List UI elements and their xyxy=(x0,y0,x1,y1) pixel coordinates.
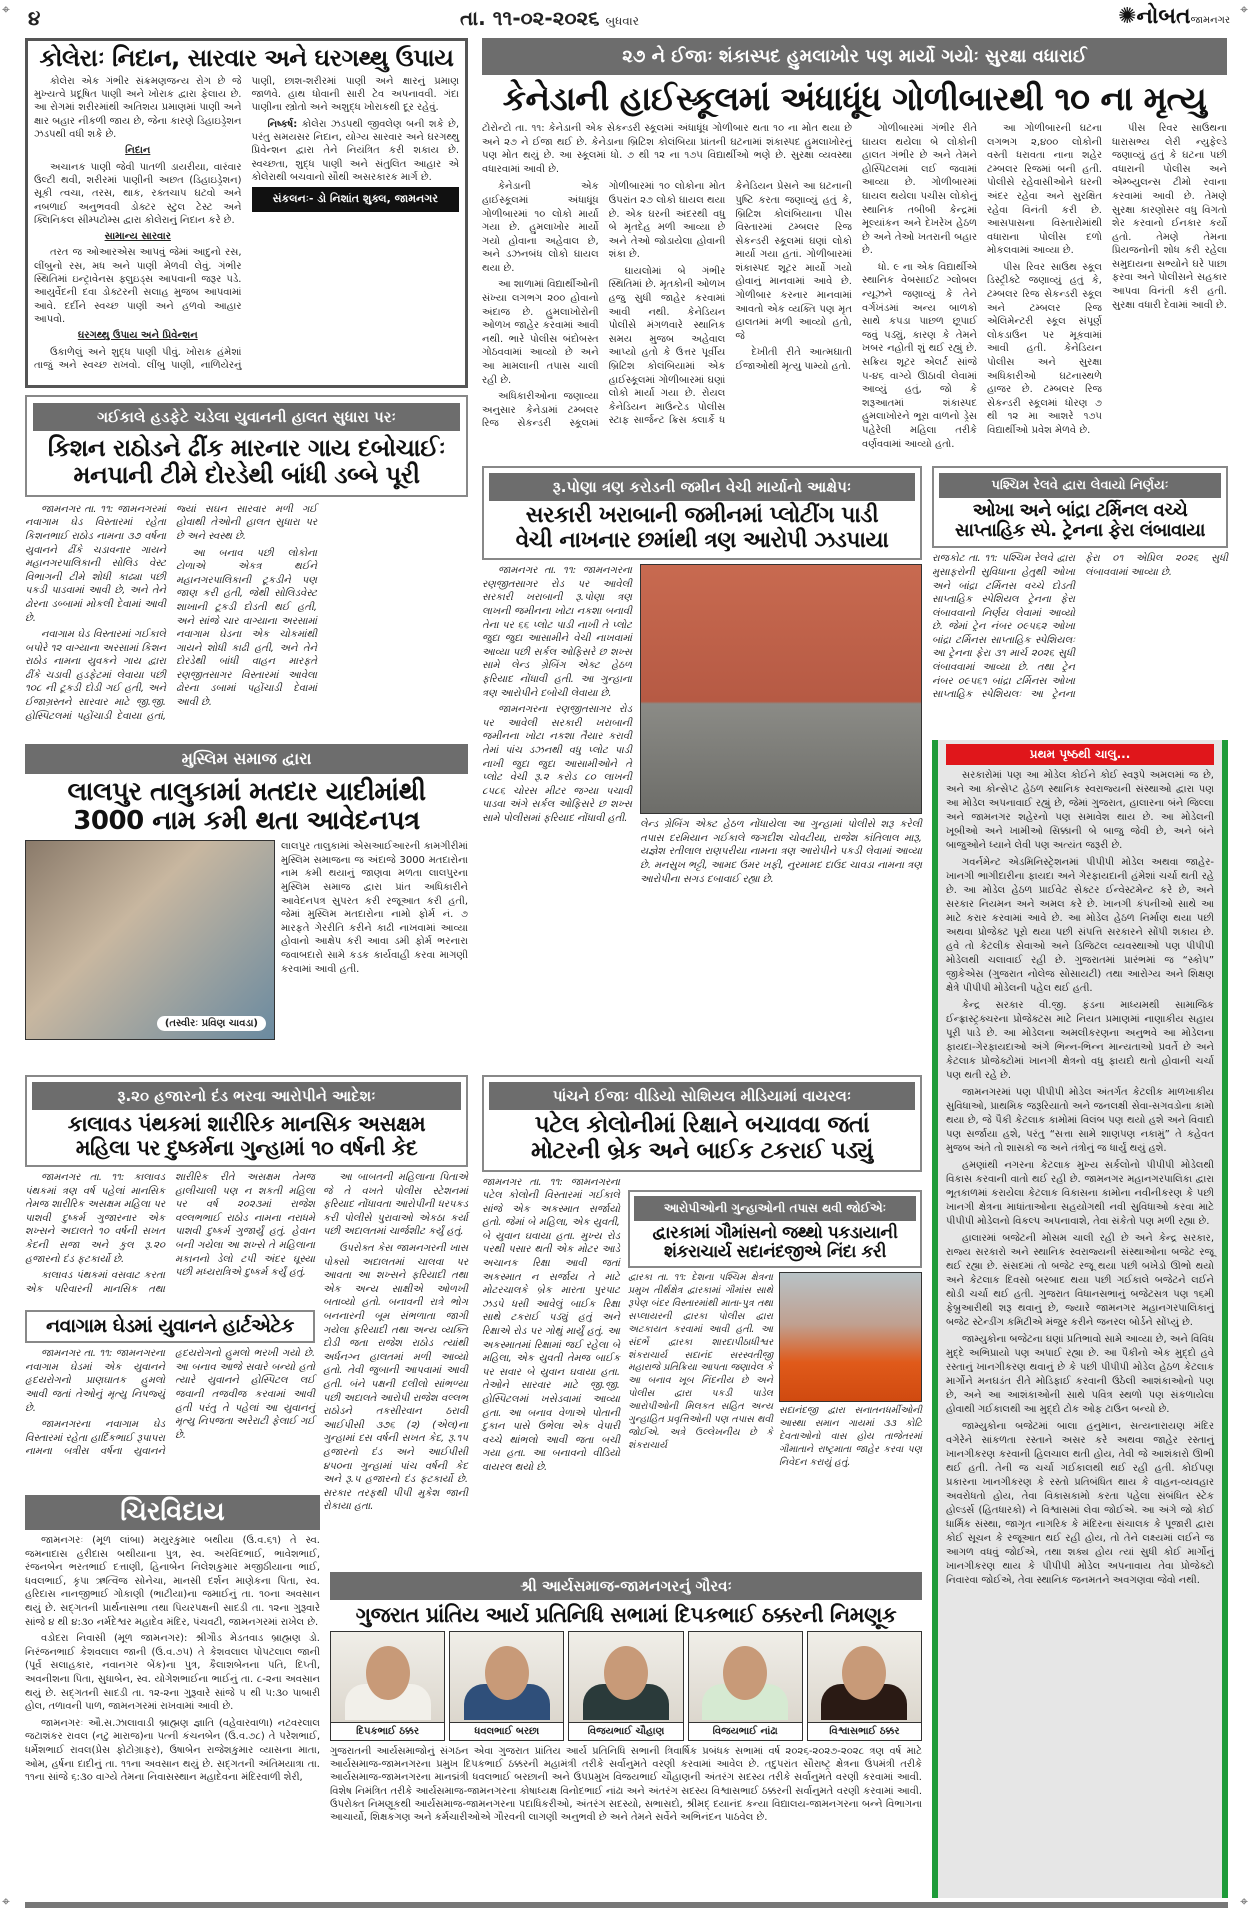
accused-photo xyxy=(640,564,922,814)
article-kicker: આરોપીઓની ગુન્હાઓની તપાસ થવી જોઈએઃ xyxy=(634,1196,916,1221)
portrait-face xyxy=(604,1646,648,1700)
article-headline: કિશન રાઠોડને ઢીંક મારનાર ગાય દબોચાઈઃ xyxy=(47,434,446,462)
article-kicker: શ્રી આર્યસમાજ-જામનગરનું ગૌરવઃ xyxy=(330,1572,922,1600)
article-paragraph: આ ગોળીબારની ઘટના લગભગ ૨,૪૦૦ લોકોની વસ્તી ધરાવતા નાના શહેર ટમ્બલર રિજમાં બની હતી. પોલીસે રહેવાસીઓને ઘરની અંદર રહેવા અને સુરક્ષિત રહેવા વિનંતી કરી છે. આસપાસના વિસ્તારોમાંથી વધારાના પોલીસ દળો મોકલવામાં આવ્યા છે. xyxy=(987,122,1102,257)
article-paragraph: હમણાંથી નગરના કેટલાક મુખ્ય સર્કલોનો પીપીપી મોડેલથી વિકાસ કરવાની વાતો થઈ રહી છે. જામનગર મહાનગરપાલિકા દ્વારા ભૂતકાળમાં કરાયેલા કેટલાક વિકાસના કામોના નવીનીકરણ કે પછી ખાનગી ક્ષેત્રના માધાંતાઓના સહયોગથી નવી સુવિધાઓ કરવા માટે પીપીપી મોડેલનો વિકલ્પ અપનાવાશે, તેવા સંકેતો પણ મળી રહ્યા છે. xyxy=(946,1160,1214,1227)
article-paragraph: જામનગર તા. ૧૧: જામનગરના પટેલ કોલોની વિસ્તારમાં ગઈકાલે સાંજે એક અકસ્માત સર્જાયો હતો. જેમાં બે મહિલા, એક યુવતી, બે યુવાન ઘવાયા હતા. મુખ્ય રોડ પરથી પસાર થતી એક મોટર આડે અચાનક રિક્ષા આવી જતાં અકસ્માત ન સર્જાય તે માટે મોટરચાલકે બ્રેક મારતા પુરપાટ ઝડપે ધસી આવેલું બાઈક રિક્ષા સાથે ટકરાઈ પડ્યું હતું અને રિક્ષાએ રોડ પર ગોથું માર્યું હતું. આ અકસ્માતમાં રિક્ષામાં જઈ રહેલા બે મહિલા, એક યુવતી તેમજ બાઈક પર સવાર બે યુવાન ઘવાયા હતા. તેઓને સારવાર માટે જી.જી. હોસ્પિટલમાં ખસેડવામાં આવ્યા હતા. આ બનાવ વેળાએ પોતાની દુકાન પાસે ઉભેલા એક વેપારી વચ્ચે થાંભલો આવી જતા બચી ગયા હતા. આ બનાવનો વીડિયો વાયરલ થયો છે. xyxy=(482,1176,620,1473)
article-lead: ટોરોન્ટો તા. ૧૧: કેનેડાની એક સેકન્ડરી સ્કૂલમાં અંધાધૂંધ ગોળીબાર થતા ૧૦ ના મોત થયા છે અને ૨૭ ને ઈજા થઈ છે. કેનેડાના બ્રિટિશ કોલંબિયા પ્રાંતની ઘટનામાં શંકાસ્પદ હુમલાખોરનું પણ મોત થયું છે. આ સ્કૂલમાં ધો. ૭ થી ૧૨ ના ૧૭૫ વિદ્યાર્થીઓ ભણે છે. સુરક્ષા વ્યવસ્થા વધારવામાં આવી છે. xyxy=(482,122,852,175)
portrait-row xyxy=(330,1631,922,1741)
portrait-name: વિશ્વાસભાઈ ઠક્કર xyxy=(808,1722,921,1740)
page-number: ૪ xyxy=(28,6,41,30)
portrait-face xyxy=(723,1646,767,1700)
cow-article xyxy=(25,395,468,740)
article-headline: મહિલા પર દુષ્કર્મના ગુન્હામાં ૧૦ વર્ષની કેદ xyxy=(75,1135,418,1160)
section-heading: ઘરગથ્થુ ઉપાય અને પ્રિવેન્શન xyxy=(77,330,198,342)
portrait-name: દિપકભાઈ ઠક્કર xyxy=(331,1722,444,1740)
obituary-entry: જામનગરઃ ઔ.સ.ઝાલાવાડી બ્રાહ્મણ જ્ઞાતિ (વહેવારવાળા) નટવરલાલ જટાશંકર રાવલ (નટુ મારાજ)ના પત્ની કંચનબેન (ઉ.વ.૭૮) તે પરેશભાઈ, ધર્મેશભાઈ રાવલ(પ્રેસ ફોટોગ્રાફર), ઉષાબેન રાજેશકુમાર વ્યાસના માતા, ઓમ, હર્ષના દાદીનું તા. ૧૧ના અવસાન થયું છે. સદ્ગતની અંતિમયાત્રા તા. ૧૧ના સાંજે ૬:૩૦ વાગ્યે તેમના નિવાસસ્થાન મહાદેવના મંદિરવાળી શેરી, xyxy=(25,1717,320,1784)
article-paragraph: નવાગામ ઘેડ વિસ્તારમાં ગઈકાલે બપોરે ૧૨ વાગ્યાના અરસામાં કિશન રાઠોડ નામના યુવકને ગાય દ્વારા ઢીંકે ચડાવી હડફેટમાં લેવાયા પછી ૧૦૮ ની ટૂકડી દોડી ગઈ હતી, અને ઈજાગ્રસ્તને સારવાર માટે જી.જી. હોસ્પિટલમાં પહોંચાડી દેવાયા હતાં, જ્યાં સઘન સારવાર મળી ગઈ હોવાથી તેઓની હાલત સુધારા પર છે અને સ્વસ્થ છે. xyxy=(25,503,317,722)
portrait-name: ધવલભાઈ બરછા xyxy=(450,1722,563,1740)
article-paragraph: જામનગર તા. ૧૧: જામનગરના નવાગામ ઘેડમાં એક યુવાનને હૃદયરોગનો પ્રાણઘાતક હુમલો આવી જતાં તેઓનું મૃત્યુ નિપજ્યું છે. xyxy=(25,1348,165,1414)
article-paragraph: કાલાવડ પંથકમાં વસવાટ કરતા એક પરિવારની માનસિક તથા શારીરિક રીતે અસક્ષમ તેમજ હાલીચાલી પણ ન શકતી મહિલા પર વર્ષ ૨૦૨૩માં રાજેશ વલ્લભભાઈ રાઠોડ નામના નરાધમે પાશવી દુષ્કર્મ ગુજાર્યું હતું. હેવાન બની ગયેલા આ શખ્સે તે મહિલાના મકાનનો ડેલો ટપી અંદર ઘૂસ્યા પછી મધ્યરાત્રિએ દુષ્કર્મ કર્યું હતું. xyxy=(25,1172,315,1295)
article-paragraph: દેખીતી રીતે આત્મઘાતી ઈજાઓથી મૃત્યુ પામ્યો હતો. xyxy=(735,347,852,373)
portrait-card xyxy=(807,1631,922,1741)
portrait-face xyxy=(366,1646,410,1700)
article-paragraph: નિષ્કર્ષ: કોલેરા ઝડપથી જીવલેણ બની શકે છે, પરંતુ સમયસર નિદાન, યોગ્ય સારવાર અને ઘરગથ્થુ પ્રિવેન્શન દ્વારા તેને નિયંત્રિત કરી શકાય છે. સ્વચ્છતા, શુદ્ધ પાણી અને સંતુલિત આહાર એ કોલેરાથી બચવાનો સૌથી અસરકારક માર્ગ છે. xyxy=(251,118,459,183)
logo-star-icon: ✺ xyxy=(1118,4,1137,29)
portrait-name: વિજયભાઈ નાંઢા xyxy=(689,1722,802,1740)
article-paragraph: હાલારમાં બજેટની મોસમ ચાલી રહી છે અને કેન્દ્ર સરકાર, રાજ્ય સરકારો અને સ્થાનિક સ્વરાજ્યની સંસ્થાઓના બજેટ રજૂ થઈ રહ્યા છે. સંસદમાં તો બજેટ રજૂ થયા પછી બખેડો ઊભો થયો અને કેટલાક દિવસો બરબાદ થયા પછી ગઈકાલે બજેટને લઈને થોડી ચર્ચા થઈ હતી. ગુજરાત વિધાનસભાનું બજેટસત્ર પણ ૧૬મી ફેબ્રુઆરીથી શરૂ થવાનું છે, જ્યારે જામનગર મહાનગરપાલિકાનું બજેટ સ્ટેન્ડીંગ કમિટીએ મંજુર કરીને જનરલ બોર્ડને સોંપ્યું છે. xyxy=(946,1233,1214,1328)
article-headline: મોટરની બ્રેક અને બાઈક ટકરાઈ પડ્યું xyxy=(530,1137,874,1164)
obituary-section xyxy=(25,1495,320,1898)
article-paragraph: પીસ રિવર સાઉથના ધારાસભ્ય લેરી ન્યુફેલ્ડે જણાવ્યું હતું કે ઘટના પછી વધારાની પોલીસ અને એમ્બ્યુલન્સ ટીમો રવાના કરવામાં આવી છે. તેમણે સુરક્ષા કારણોસર વધુ વિગતો શેર કરવાનો ઈનકાર કર્યો હતો. તેમણે તેમના પ્રિયજનોની શોધ કરી રહેલા સમુદાયના સભ્યોને ઘરે પાછા ફરવા અને પોલીસને સહકાર આપવા વિનંતી કરી હતી. સુરક્ષા વધારી દેવામાં આવી છે. xyxy=(1112,122,1227,311)
article-paragraph: દ્વારકા તા. ૧૧: દેશના પશ્ચિમ ક્ષેત્રના પ્રમુખ તીર્થક્ષેત્ર દ્વારકામાં ગૌમાંસ સાથે રૂપેણ બંદર વિસ્તારમાંથી માતા-પુત્ર તથા સપ્લાયરની દ્વારકા પોલીસ દ્વારા અટકાયત કરવામાં આવી હતી. આ સંદર્ભે દ્વારકા શારદાપીઠાધીશ્વર શંકરાચાર્ય સદાનંદ સરસ્વતીજી મહારાજે પ્રતિક્રિયા આપતા જણાવેલ કે આ બનાવ ખૂબ નિંદનીય છે અને પોલીસ દ્વારા પકડી પાડેલ આરોપીઓની મિલકત સહિત અન્ય ગુન્હાહિત પ્રવૃત્તિઓની પણ તપાસ થવી જોઈએ. અત્રે ઉલ્લેખનીય છે કે શંકરાચાર્ય xyxy=(628,1272,773,1451)
article-paragraph: રાજકોટ તા. ૧૧: પશ્ચિમ રેલવે દ્વારા મુસાફરોની સુવિધાના હેતુથી ઓખા અને બાંદ્રા ટર્મિનસ વચ્ચે દોડતી સાપ્તાહિક સ્પેશિયલ ટ્રેનના ફેરા લંબાવવાનો નિર્ણય લેવામાં આવ્યો છે. જેમાં ટ્રેન નંબર ૦૯૫૬૨ ઓખા બાંદ્રા ટર્મિનસ સાપ્તાહિક સ્પેશિયલઃ આ ટ્રેનના ફેરા ૩૧ માર્ચ ૨૦૨૬ સુધી લંબાવવામાં આવ્યા છે. તથા ટ્રેન નંબર ૦૯૫૬૧ બાંદ્રા ટર્મિનસ ઓખા સાપ્તાહિક સ્પેશિયલઃ આ ટ્રેનના ફેરા ૦૧ એપ્રિલ ૨૦૨૬ સુધી લંબાવવામાં આવ્યા છે. xyxy=(932,553,1228,701)
article-headline: કોલેરાઃ નિદાન, સારવાર અને ઘરગથ્થુ ઉપાય xyxy=(39,44,454,72)
canada-article xyxy=(482,38,1227,460)
portrait-card xyxy=(449,1631,564,1741)
section-heading: સામાન્ય સારવાર xyxy=(104,231,171,243)
portrait-face xyxy=(842,1646,886,1700)
portrait-name: વિજયભાઈ ચૌહાણ xyxy=(569,1722,682,1740)
shankaracharya-photo xyxy=(779,1272,922,1402)
lalpur-article xyxy=(25,744,468,1069)
article-headline: વેચી નાખનાર છમાંથી ત્રણ આરોપી ઝડપાયા xyxy=(515,527,889,553)
article-kicker: પશ્ચિમ રેલવે દ્વારા લેવાયો નિર્ણયઃ xyxy=(939,473,1221,498)
article-paragraph: સરકારોમાં પણ આ મોડેલ કોઈને કોઈ સ્વરૂપે અમલમાં જ છે, અને આ કોન્સેપ્ટ હેઠળ સ્થાનિક સ્વરાજ્યની સંસ્થાઓ દ્વારા પણ આ મોડેલ અપનાવાઈ રહ્યું છે, જેમાં ગુજરાત, હાલારના બંને જિલ્લા અને જામનગર શહેરનો પણ સમાવેશ થાય છે. આ મોડેલની ખૂબીઓ અને ખામીઓ સિક્કાની બે બાજુ જેવી છે, અને બંને બાજુઓને ધ્યાને લેવી પણ અત્યંત જરૂરી છે. xyxy=(946,770,1214,851)
registration-mark-icon: ⌖ xyxy=(1240,2,1248,18)
portrait-card xyxy=(568,1631,683,1741)
article-paragraph: લાલપુર તાલુકામાં એસઆઈઆરની કામગીરીમાં મુસ્લિમ સમાજના જ અંદાજે 3000 મતદારોના નામ કમી થયાનું જાણવા મળતા લાલપુરના મુસ્લિમ સમાજ દ્વારા પ્રાંત અધિકારીને આવેદનપત્ર સુપરત કરી રજૂઆત કરી હતી, જેમાં મુસ્લિમ મતદારોના નામો ફોર્મ નં. ૭ મારફતે ગેરરીતિ કરીને કાઢી નાખવામાં આવ્યા હોવાનો આક્ષેપ કરી આવા ડમી ફોર્મ ભરનારા જવાબદારો સામે કડક કાર્યવાહી કરવા માગણી કરવામાં આવી હતી. xyxy=(281,841,468,975)
article-paragraph: જામનગરના રણજીતસાગર રોડ પર આવેલી સરકારી ખરાબાની જમીનના ખોટા નકશા તૈયાર કરાવી તેમાં પાંચ ડઝનથી વધુ પ્લોટ પાડી નાખી જુદા જુદા આસામીઓને તે પ્લોટ વેચી રૂ.૨ કરોડ ૮૦ લાખની ૮૫૮૬ ચોરસ મીટર જગ્યા પચાવી પાડવા અંગે સર્કલ ઓફિસરે છ શખ્સ સામે પોલીસમાં ફરિયાદ નોંધાવી હતી. xyxy=(482,704,632,824)
article-paragraph: ઉકાળેલું અને શુદ્ધ પાણી પીવું. ખોરાક હંમેશાં તાજું અને સ્વચ્છ રાખવો. લીંબુ પાણી, નાળિયેરનું પાણી, છાશ-શરીરમાં પાણી અને ક્ષારનું પ્રમાણ જાળવે. હાથ ધોવાની સારી ટેવ અપનાવવી. ગંદા પાણીના સ્ત્રોતો અને અશુદ્ધ ખોરાકથી દૂર રહેવું. xyxy=(34,75,459,371)
article-paragraph: ઘાયલોમાં બે ગંભીર સ્થિતિમાં છે. મૃતકોની ઓળખ હજુ સુધી જાહેર કરવામાં આવી નથી. કેનેડિયન પોલીસે મંગળવારે સ્થાનિક સમય મુજબ અહેવાલ આપ્યો હતો કે ઉત્તર પૂર્વીય બ્રિટિશ કોલંબિયામાં એક હાઈસ્કૂલમાં ગોળીબારમાં ઘણાં લોકો માર્યા ગયા છે. રોયલ કેનેડિયન માઉન્ટેડ પોલીસ સ્ટાફ સાર્જન્ટ ક્રિસ ક્લાર્કે ધ કેનેડિયન પ્રેસને આ ઘટનાની પુષ્ટિ કરતા જણાવ્યું હતું કે, બ્રિટિશ કોલંબિયાના પીસ વિસ્તારમાં ટમ્બલર રિજ સેકન્ડરી સ્કૂલમાં ઘણાં લોકો માર્યા ગયા હતાં. ગોળીબારમાં શંકાસ્પદ શૂટર માર્યો ગયો હોવાનું માનવામાં આવે છે. ગોળીબાર કરનાર માનવામાં આવતો એક વ્યક્તિ પણ મૃત હાલતમાં મળી આવ્યો હતો, જે xyxy=(608,181,852,427)
article-paragraph: ધો. ૯ ના એક વિદ્યાર્થીએ સ્થાનિક વેબસાઈટ ગ્લોબલ ન્યૂઝને જણાવ્યું કે તેને વર્ગખંડમાં અન્ય બાળકો સાથે કપડા પાછળ છૂપાઈ જવું પડ્યું, કારણ કે તેમને ખબર નહોતી શું થઈ રહ્યું છે. સક્રિય શૂટર એલર્ટ સાંજે ૫-૪૬ વાગ્યે ઊઠાવી લેવામાં આવ્યું હતું, જો કે શરૂઆતમાં શંકાસ્પદ હુમલાખોરને ભૂરા વાળનો ડ્રેસ પહેરેલી મહિલા તરીકે વર્ણવવામાં આવ્યો હતો. xyxy=(862,261,977,450)
article-paragraph: કોલેરા એક ગંભીર સંક્રમણજન્ય રોગ છે જે મુખ્યત્વે પ્રદૂષિત પાણી અને ખોરાક દ્વારા ફેલાય છે. આ રોગમાં શરીરમાંથી અતિશય પ્રમાણમાં પાણી અને ક્ષાર બહાર નીકળી જાય છે, જેના કારણે ડિહાઇડ્રેશન ઝડપથી વધી શકે છે. xyxy=(34,75,242,141)
article-headline: નવાગામ ઘેડમાં યુવાનને હાર્ટએટેક xyxy=(25,1310,315,1343)
continued-label: પ્રથમ પૃષ્ઠથી ચાલુ... xyxy=(946,744,1214,765)
article-kicker: ૨૭ ને ઈજાઃ શંકાસ્પદ હુમલાખોર પણ માર્યો ગયોઃ સુરક્ષા વધારાઈ xyxy=(482,38,1227,75)
article-headline: કેનેડાની હાઈસ્કૂલમાં અંધાધૂંધ ગોળીબારથી ૧૦ ના મૃત્યુ xyxy=(502,79,1207,118)
section-title: ચિરવિદાય xyxy=(25,1495,320,1530)
article-kicker: ગઈકાલે હડફેટે ચડેલા યુવાનની હાલત સુધારા પરઃ xyxy=(33,403,460,431)
arya-samaj-article xyxy=(330,1572,922,1898)
lalpur-photo xyxy=(25,840,275,1040)
train-article xyxy=(932,466,1228,732)
article-kicker: પાંચને ઈજાઃ વીડિયો સોશિયલ મીડિયામાં વાયરલઃ xyxy=(489,1082,915,1110)
article-kicker: રૂ.પોણા ત્રણ કરોડની જમીન વેચી માર્યાનો આક્ષેપઃ xyxy=(489,473,915,501)
article-headline: ગુજરાત પ્રાંતિય આર્ય પ્રતિનિધિ સભામાં દિપકભાઈ ઠક્કરની નિમણૂક xyxy=(355,1603,897,1627)
article-paragraph: જામનગરમાં પણ પીપીપી મોડેલ અંતર્ગત કેટલીક માળખાકીય સુવિધાઓ, પ્રાથમિક જરૂરિયાતો અને જનલક્ષી સેવા-સગવડોના કામો થયા છે, જે પૈકી કેટલાક કામોમાં વિલંબ પણ થયો હશે અને વિવાદો પણ સર્જાયા હશે, પરંતુ “સત્તા સામે શાણપણ નકામું” તે કહેવત મુજબ અંતે તો શાસકો જ અને તંત્રોનું જ ધાર્યું થયું હશે. xyxy=(946,1087,1214,1154)
article-paragraph: જામ્યુકોના બજેટમાં બાલા હનુમાન, સત્યનારાયણ મંદિર વગેરેને સાંકળતા રસ્તાને અસર કરે અથવા જાહેર રસ્તાનું ખાનગીકરણ કરવાની હિલચાલ થતી હોય, તેવી જે આશંકારો ઊભી થઈ હતી. તેની જ ચર્ચા ગઈકાલથી થઈ રહી હતી. કોઈપણ પ્રકારના ખાનગીકરણ કે રસ્તો પ્રતિબંધિત થાય કે વાહન-વ્યવહાર અવરોધતો હોય, તેવા વિકાસકામો કરતા પહેલા સંબંધિત સ્ટેક હોલ્ડર્સ (હિતધારકો) ને વિશ્વાસમાં લેવા જોઈએ. આ અંગે જો કોઈ ધાર્મિક સંસ્થા, જાગૃત નાગરિક કે મંદિરના સંચાલક કે પૂજારી દ્વારા કોઈ સૂચન કે રજૂઆત થઈ રહી હોય, તો તેને લક્ષ્યમાં લઈને જ આગળ વધવું જોઈએ, તથા શક્ય હોય ત્યાં સુધી કોઈ માર્ગોનું ખાનગીકરણ થાય કે પીપીપી મોડેલ અપનાવાય તેવા પ્રોજેક્ટો નિવારવા જોઈએ, તેવા સ્થાનિક જનમતને અવગણવા જેવો નથી. xyxy=(946,1421,1214,1586)
article-paragraph: સદાનંદજી દ્વારા સનાતનધર્મીઓની આસ્થા સમાન ગાયમાં ૩૩ કોટિ દેવતાઓનો વાસ હોય તાજેતરમાં ગૌમાતાને રાષ્ટ્રમાતા જાહેર કરવા પણ નિવેદન કરાયું હતું. xyxy=(779,1405,922,1468)
article-headline: કાલાવડ પંથકમાં શારીરિક માનસિક અસક્ષમ xyxy=(67,1112,426,1136)
dateline xyxy=(460,6,639,30)
article-headline: શંકરાચાર્ય સદાનંદજીએ નિંદા કરી xyxy=(663,1242,887,1263)
page-bottom-rule xyxy=(25,1902,1228,1908)
heart-article xyxy=(25,1310,315,1465)
article-headline: સરકારી ખરાબાની જમીનમાં પ્લોટીંગ પાડી xyxy=(525,503,879,528)
cholera-article xyxy=(25,38,468,388)
portrait-face xyxy=(485,1646,529,1700)
article-paragraph: અધિકારીઓના જણાવ્યા અનુસાર કેનેડામાં ટમ્બલર રિજ સેકન્ડરી સ્કૂલમાં ગોળીબારમાં ૧૦ લોકોના મોત ઉપરાંત ૨૭ લોકો ઘાયલ થયા છે. એક ઘરની અંદરથી વધુ બે મૃતદેહ મળી આવ્યા છે અને તેઓ જોડાયેલા હોવાની શંકા છે. xyxy=(482,181,726,430)
land-article xyxy=(482,466,922,1067)
article-paragraph: ગુજરાતની આર્યસમાજોનું સંગઠન એવા ગુજરાત પ્રાંતિય આર્ય પ્રતિનિધિ સભાની ત્રિવાર્ષિક પ્રબંધક સભામાં વર્ષ ૨૦૨૬-૨૦૨૭-૨૦૨૮ ત્રણ વર્ષ માટે આર્યસમાજ-જામનગરના પ્રમુખ દિપકભાઈ ઠક્કરની મહામંત્રી તરીકે સર્વાનુમતે વરણી કરવામાં આવેલ છે. તદુપરાંત સૌરાષ્ટ્ર ક્ષેત્રના ઉપમંત્રી તરીકે આર્યસમાજ-જામનગરના માનદ્મંત્રી ધવલભાઈ બરછાની અને ઉપપ્રમુખ વિજયભાઈ ચૌહાણની અંતરંગ સદસ્ય તરીકે સર્વાનુમતે વરણી કરવામાં આવી. વિશેષ નિમંત્રિત તરીકે આર્યસમાજ-જામનગરના કોષાધ્યક્ષ વિનોદભાઈ નાંઢા અને અંતરંગ સદસ્ય વિશ્વાસભાઈ ઠક્કરની સર્વાનુમતે વરણી કરવામાં આવી. ઉપરોક્ત નિમણૂકથી આર્યસમાજ-જામનગરના પદાધિકરીઓ, અંતરંગ સદસ્યો, સભાસદો, શ્રીમદ્ દયાનંદ કન્યા વિદ્યાલય-જામનગરના બન્ને વિભાગના આચાર્યો, શિક્ષકગણ અને કર્મચારીઓએ ગૌરવની લાગણી અનુભવી છે અને તેમને સર્વેને અભિનંદન પાઠવેલ છે. xyxy=(330,1745,922,1824)
section-heading: નિદાન xyxy=(125,145,151,157)
article-paragraph: જામનગર તા. ૧૧: જામનગરમાં નવાગામ ઘેડ વિસ્તારમાં રહેતા કિશનભાઈ રાઠોડ નામના ૩૭ વર્ષના યુવાનને ઢીંકે ચડાવનાર ગાયને મહાનગરપાલિકાની સોલિડ વેસ્ટ વિભાગની ટીમે શોધી કાઢ્યા પછી પકડી પાડવામાં આવી છે, અને તેને ઢોરના ડબ્બામાં મોકલી દેવામાં આવી છે. xyxy=(25,503,166,624)
article-paragraph: પીસ રિવર સાઉથ સ્કૂલ ડિસ્ટ્રીક્ટે જણાવ્યું હતું કે, ટમ્બલર રિજ સેકન્ડરી સ્કૂલ અને ટમ્બલર રિજ એલિમેન્ટરી સ્કૂલ સંપૂર્ણ લોકડાઉન પર મૂકવામાં આવી હતી. કેનેડિયન પોલીસ અને સુરક્ષા અધિકારીઓ ઘટનાસ્થળે હાજર છે. ટમ્બલર રિજ સેકન્ડરી સ્કૂલમાં ધોરણ ૭ થી ૧૨ મા આશરે ૧૭૫ વિદ્યાર્થીઓ પ્રવેશ મેળવે છે. xyxy=(987,261,1102,437)
registration-mark-icon: ⌖ xyxy=(2,1894,10,1910)
portrait-card xyxy=(330,1631,445,1741)
registration-mark-icon: ⌖ xyxy=(1240,1894,1248,1910)
article-paragraph: આ બાબતની મહિલાના પિતાએ જે તે વખતે પોલીસ સ્ટેશનમાં ફરિયાદ નોંધાવતા આરોપીની ધરપકડ કરી પોલીસે પુરાવાઓ એકઠા કર્યા પછી અદાલતમાં ચાર્જશીટ કર્યું હતું. xyxy=(323,1172,468,1238)
article-headline: 3000 નામ કમી થતા આવેદનપત્ર xyxy=(73,806,420,837)
article-paragraph: જામનગર તા. ૧૧: કાલાવડ પંથકમાં ત્રણ વર્ષ પહેલાં માનસિક તેમજ શારીરિક અસક્ષમ મહિલા પર પાશવી દુષ્કર્મ ગુજારનાર એક શખ્સને અદાલતે ૧૦ વર્ષની સખત કેદની સજા અને કુલ રૂ.૨૦ હજારનો દંડ ફટકાર્યો છે. xyxy=(25,1172,165,1265)
obituary-entry: વડોદરા નિવાસી (મૂળ જામનગર): શ્રીગૌડ મેડતવાડ બ્રાહ્મણ ડો. નિરંજનભાઈ કેશવલાલ જાની (ઉ.વ.૭૫) તે કેશવલાલ પોપટલાલ જાની (પૂર્વ સલાહકાર, નવાનગર બેંક)ના પુત્ર, કૈલાશબેનના પતિ, દિપ્તી, અવનીશના પિતા, સુધાબેન, સ્વ. યોગેશભાઈના ભાઈનું તા. ૮-૨ના અવસાન થયું છે. સદ્ગતની સાદડી તા. ૧૨-૨ના ગુરૂવારે સાંજે ૫ થી ૫:૩૦ પાબારી હોલ, તળાવની પાળ, જામનગરમાં રાખવામાં આવી છે. xyxy=(25,1633,320,1713)
article-paragraph: જામનગર તા. ૧૧: જામનગરના રણજીતસાગર રોડ પર આવેલી સરકારી ખરાબાની રૂ.પોણા ત્રણ લાખની જમીનના ખોટા નકશા બનાવી તેના પર ૬૬ પ્લોટ પાડી નાખી તે પ્લોટ જુદા જુદા આસામીને વેચી નાખવામાં આવ્યા પછી સર્કલ ઓફિસરે છ શખ્સ સામે લેન્ડ ગ્રેબિંગ એક્ટ હેઠળ ફરિયાદ નોંધાવી હતી. આ ગુન્હાના ત્રણ આરોપીને દબોચી લેવાયા છે. xyxy=(482,565,632,699)
photo-credit: (તસ્વીરઃ પ્રવિણ ચાવડા) xyxy=(157,1016,266,1031)
article-kicker: રૂ.૨૦ હજારનો દંડ ભરવા આરોપીને આદેશઃ xyxy=(32,1082,461,1110)
article-kicker: મુસ્લિમ સમાજ દ્વારા xyxy=(25,744,468,774)
article-paragraph: આ બનાવ પછી લોકોના ટોળાએ એકત્ર થઈને મહાનગરપાલિકાની ટૂકડીને પણ જાણ કરી હતી, જેથી સોલિડવેસ્ટ શાખાની ટૂકડી દોડતી થઈ હતી, અને સાંજે ચાર વાગ્યાના અરસામાં નવાગામ ઘેડના એક ચોકમાંથી ગાયને શોધી કાઢી હતી, અને તેને દોરડેથી બાંધી વાહન મારફતે રણજીતસાગર વિસ્તારમાં આવેલા ઢોરના ડબામાં પહોંચાડી દેવામાં આવી છે. xyxy=(176,547,317,709)
newspaper-logo: ✺નોબતજામનગર xyxy=(1118,4,1230,29)
issue-date: તા. ૧૧-૦૨-૨૦૨૬ xyxy=(460,6,600,30)
byline: સંકલનઃ- ડો નિશાંત શુક્લ, જામનગર xyxy=(252,187,460,212)
article-paragraph: ગવર્નમેન્ટ એડમિનિસ્ટ્રેશનમાં પીપીપી મોડેલ અથવા જાહેર-ખાનગી ભાગીદારીના ફાયદા અને ગેરફાયદાની હંમેશાં ચર્ચા થતી રહે છે. આ મોડેલ હેઠળ પ્રાઈવેટ સેક્ટર ઈન્વેસ્ટમેન્ટ કરે છે, અને સરકાર નિયમન અને અમલ કરે છે. ખાનગી કંપનીઓ સાથે આ માટે કરાર કરવામાં આવે છે. આ મોડેલ હેઠળ નિર્માણ થયા પછી અથવા પ્રોજેક્ટ પૂરો થયા પછી સંપત્તિ સરકારને સોંપી શકાય છે. હવે તો કેટલીક સેવાઓ અને ડિજિટલ વ્યવસ્થાઓ પણ પીપીપી મોડેલથી ચલાવાઈ રહી છે. ગુજરાતમાં પ્રારંભમાં જ “સ્કોપ” જીકેએસ (ગુજરાત નોલેજ સોસાયટી) તથા આરોગ્ય અને શિક્ષણ ક્ષેત્રે પીપીપી મોડેલની પહેલ થઈ હતી. xyxy=(946,857,1214,994)
portrait-card xyxy=(688,1631,803,1741)
article-paragraph: જામ્યુકોના બજેટના ઘણાં પ્રતિભાવો સામે આવ્યા છે, અને વિવિધ મુદ્દે અભિપ્રાયો પણ અપાઈ રહ્યા છે. આ પૈકીનો એક મુદ્દો હવે રસ્તાનું ખાનગીકરણ થવાનું છે કે પછી પીપીપી મોડેલ હેઠળ કેટલાક માર્ગોને મનઘડંત રીતે મોડિફાઈ કરવાની ઉઠેલી આશંકાઓનો પણ છે, અને આ આશંકાઓની સાથે પવિત્ર સ્થળો પણ સંકળાયેલા હોવાથી ગઈકાલથી આ મુદ્દો ટોક ઓફ ટાઉન બન્યો છે. xyxy=(946,1334,1214,1415)
article-paragraph: કેનેડાની એક હાઈસ્કૂલમાં અંધાધૂંધ ગોળીબારમાં ૧૦ લોકો માર્યા ગયા છે. હુમલાખોર માર્યો ગયો હોવાના અહેવાલ છે, અને ડઝનબંધ લોકો ઘાયલ થયા છે. xyxy=(482,181,599,274)
registration-mark-icon: ⌖ xyxy=(2,2,10,18)
article-paragraph: ઉપરોક્ત કેસ જામનગરની ખાસ પોક્સો અદાલતમાં ચાલવા પર આવતા આ શખ્સને ફરિયાદી તથા એક અન્ય સાક્ષીએ ઓળખી બતાવ્યો હતો. બનાવની રાત્રે ભોગ બનનારની બૂમ સંભળાતા જાગી ગયેલા ફરિયાદી તથા અન્ય વ્યક્તિ દોડી જતા રાજેશ રાઠોડ ત્યાંથી અર્ધનગ્ન હાલતમાં મળી આવ્યો હતો. તેવી જુબાની આપવામાં આવી હતી. બંને પક્ષની દલીલો સાંભળ્યા પછી અદાલતે આરોપી રાજેશ વલ્લભ રાઠોડને તકસીરવાન ઠરાવી આઈપીસી ૩૭૬ (૨) (એલ)ના ગુન્હામાં દસ વર્ષની સખત કેદ, રૂ.૧૫ હજારનો દંડ અને આઈપીસી ૪૫૦ના ગુન્હામાં પાંચ વર્ષની કેદ અને રૂ.૫ હજારનો દંડ ફટકાર્યો છે. સરકાર તરફથી પીપી મુકેશ જાની રોકાયા હતા. xyxy=(323,1243,468,1513)
article-paragraph: આ શાળામાં વિદ્યાર્થીઓની સંખ્યા લગભગ ૨૦૦ હોવાનો અંદાજ છે. હુમલાખોરોની ઓળખ જાહેર કરવામાં આવી નથી. ભારે પોલીસ બંદોબસ્ત ગોઠવવામાં આવ્યો છે અને આ મામલાની તપાસ ચાલી રહી છે. xyxy=(482,279,599,386)
article-paragraph: કેન્દ્ર સરકાર વી.જી. ફંડના માધ્યમથી સામાજિક ઈન્ફ્રાસ્ટ્રક્ચરના પ્રોજેક્ટસ માટે નિયત પ્રમાણમાં નાણાકીય સહાય પૂરી પાડે છે. આ મોડેલના અમલીકરણના અનુભવે આ મોડેલના ફાયદા-ગેરફાયદાઓ અંગે ભિન્ન-ભિન્ન માન્યતાઓ પ્રવર્તે છે અને કેટલાક પ્રોજેક્ટોમાં ખાનગી ક્ષેત્રનો વધુ ફાયદો થતો હોવાની ચર્ચા પણ થતી રહે છે. xyxy=(946,1000,1214,1081)
article-headline: મનપાની ટીમે દોરડેથી બાંધી ડબ્બે પૂરી xyxy=(73,460,420,489)
article-paragraph: અચાનક પાણી જેવી પાતળી ડાયરીયા, વારંવાર ઉલ્ટી થવી, શરીરમાં પાણીની અછત (ડિહાઇડ્રેશન) સૂકી ત્વચા, તરસ, થાક, રક્તચાપ ઘટવો અને નબળાઈ અનુભવવી ડોક્ટર સ્ટુલ ટેસ્ટ અને ક્લિનિકલ સીમ્પટોમ્સ દ્વારા કોલેરાનું નિદાન કરે છે. xyxy=(34,161,242,226)
article-paragraph: જામનગરના નવાગામ ઘેડ વિસ્તારમાં રહેતા હાર્દિકભાઈ રૂપાપરા નામના બત્રીસ વર્ષના યુવાનને હૃદયરોગનો હુમલો ભરખી ગયો છે. આ બનાવ આજે સવારે બન્યો હતો ત્યારે યુવાનને હોસ્પિટલ લઈ જવાની તજવીજ કરવામાં આવી હતી પરંતુ તે પહેલાં આ યુવાનનું મૃત્યુ નિપજતા અરેરાટી ફેલાઈ ગઈ છે. xyxy=(25,1348,315,1458)
obituary-entry: જામનગરઃ (મૂળ લાંબા) મયુરકુમાર બથીયા (ઉ.વ.૬૧) તે સ્વ. જમનાદાસ હરીદાસ બથીયાના પુત્ર, સ્વ. અરવિંદભાઈ, ભાવેશભાઈ, રંજનબેન ભરતભાઈ દત્તાણી, હિનાબેન નિલેશકુમાર મજીઠીયાના ભાઈ, ધવલભાઈ, કૃપા ઋત્વિજ સોનેચા, માનસી દર્શન માણેકના પિતા, સ્વ. હરિદાસ નાનજીભાઈ ગોકાણી (ભાટીયા)ના જમાઈનું તા. ૧૦ના અવસાન થયું છે. સદ્ગતની પ્રાર્થનાસભા તથા પિયરપક્ષની સાદડી તા. ૧૨ના ગુરૂવારે સાંજે ૪ થી ૪:૩૦ નર્મદેશ્વર મહાદેવ મંદિર, પંચવટી, જામનગરમાં રાખેલ છે. xyxy=(25,1535,320,1628)
article-headline: ઓખા અને બાંદ્રા ટર્મિનલ વચ્ચે xyxy=(972,500,1188,521)
article-headline: લાલપુર તાલુકામાં મતદાર યાદીમાંથી xyxy=(67,777,426,807)
editorial-continued xyxy=(932,740,1228,1898)
issue-weekday: બુધવાર xyxy=(605,14,639,28)
article-paragraph: ગોળીબારમાં ગંભીર રીતે ઘાયલ થયેલા બે લોકોની હાલત ગંભીર છે અને તેમને હોસ્પિટલમાં લઈ જવામાં આવ્યા છે. ગોળીબારમાં ઘાયલ થયેલા પચીસ લોકોનું સ્થાનિક તબીબી કેન્દ્રમાં મૂલ્યાંકન અને દેખરેખ હેઠળ છે અને તેઓ ખતરાની બહાર છે. xyxy=(862,122,977,257)
article-headline: સાપ્તાહિક સ્પે. ટ્રેનના ફેરા લંબાવાયા xyxy=(955,520,1205,542)
article-paragraph: તરત જ ઓઆરએસ આપવું જેમાં આદુનો રસ, લીંબુનો રસ, મધ અને પાણી મેળવી લેવું. ગંભીર સ્થિતિમાં ઇન્ટ્રાવેનસ ફ્લુઇડ્સ આપવાની જરૂર પડે. આયુર્વેદની દવા ડોક્ટરની સલાહ મુજબ આપવામાં આવે. દર્દીને સ્વચ્છ પાણી અને હળવો આહાર આપવો. xyxy=(34,247,242,325)
article-headline: દ્વારકામાં ગૌમાંસનો જથ્થો પકડાયાની xyxy=(652,1223,898,1243)
dwarka-article xyxy=(628,1190,922,1565)
article-paragraph: લેન્ડ ગ્રેબિંગ એક્ટ હેઠળ નોંધાયેલા આ ગુન્હામાં પોલીસે શરૂ કરેલી તપાસ દરમિયાન ગઈકાલે જગદીશ ચોવટીયા, રાજેશ કાંતિલાલ મારૂ, યજ્ઞેશ રતીલાલ રાણપરીયા નામના ત્રણ આરોપીને પકડી લેવામાં આવ્યા છે. મનસુખ ભટ્ટી, આમદ ઉમર ખફી, નુરમામદ દાઉદ ચાવડા નામના ત્રણ આરોપીના સગડ દબાવાઈ રહ્યા છે. xyxy=(640,819,922,885)
article-headline: પટેલ કોલોનીમાં રિક્ષાને બચાવવા જતાં xyxy=(534,1112,870,1138)
